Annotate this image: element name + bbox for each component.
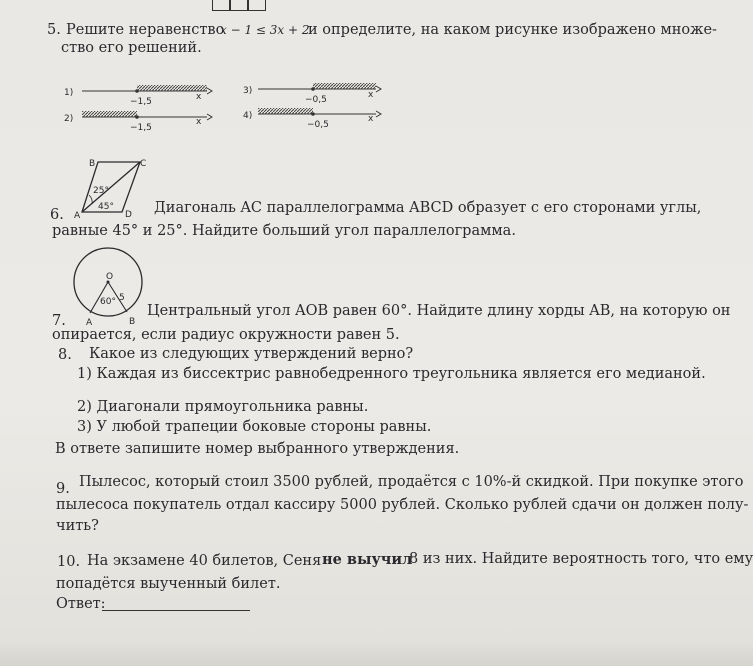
task8-option-2: 2) Диагонали прямоугольника равны. [77, 399, 369, 415]
task5-number: 5. [47, 22, 61, 38]
radius-label: 5 [119, 293, 125, 303]
task5-option1-label: 1) [64, 88, 74, 98]
task5-option4-label: 4) [243, 111, 253, 121]
answer-box-cell [248, 0, 266, 11]
vertex-b-label: B [89, 159, 96, 169]
task7-number: 7. [52, 313, 66, 329]
task8-instruction: В ответе запишите номер выбранного утверждения. [55, 441, 460, 457]
vertex-d-label: D [125, 210, 132, 220]
center-o-label: O [106, 272, 114, 282]
task5-option2-point: −1,5 [130, 123, 152, 133]
task6-line1: Диагональ AC параллелограмма ABCD образует с его сторонами углы, [154, 200, 702, 216]
task5-inequality: x − 1 ≤ 3x + 2 [220, 23, 310, 37]
task9-line1: Пылесос, который стоил 3500 рублей, продаётся с 10%-й скидкой. При покупке этого [79, 474, 744, 490]
task7-line2: опирается, если радиус окружности равен 5. [52, 327, 400, 343]
task5-option4-axis: x [368, 114, 374, 124]
vertex-c-label: C [140, 159, 147, 169]
task6-line2: равные 45° и 25°. Найдите больший угол параллелограмма. [52, 223, 516, 239]
task5-option2-label: 2) [64, 114, 74, 124]
task5-option1-axis: x [196, 92, 202, 102]
task5-option1-point: −1,5 [130, 97, 152, 107]
vertex-a-label: A [74, 211, 81, 221]
task10-line1-prefix: На экзамене 40 билетов, Сеня [87, 553, 322, 569]
task7-line1: Центральный угол AOB равен 60°. Найдите длину хорды AB, на которую он [147, 303, 731, 319]
answer-box-cell [230, 0, 248, 11]
angle-45-label: 45° [98, 202, 114, 212]
task5-option3-label: 3) [243, 86, 253, 96]
task9-line3: чить? [56, 518, 99, 534]
task8-option-1: 1) Каждая из биссектрис равнобедренного треугольника является его медианой. [77, 366, 706, 382]
task8-number: 8. [58, 347, 72, 363]
task5-line1-prefix: Решите неравенство [66, 22, 225, 38]
task5-line1-suffix: и определите, на каком рисунке изображено множе- [308, 22, 717, 38]
task5-option2-axis: x [196, 117, 202, 127]
task9-line2: пылесоса покупатель отдал кассиру 5000 рублей. Сколько рублей сдачи он должен полу- [56, 497, 749, 513]
task10-line2: попадётся выученный билет. [56, 576, 281, 592]
answer-box-cell [212, 0, 230, 11]
task5-option3-point: −0,5 [305, 95, 327, 105]
task10-answer-line[interactable] [102, 596, 250, 611]
task5-line2: ство его решений. [61, 40, 202, 56]
task10-answer-label: Ответ: [56, 596, 106, 612]
task8-question: Какое из следующих утверждений верно? [89, 346, 414, 362]
point-a-label: A [86, 318, 93, 328]
task8-option-3: 3) У любой трапеции боковые стороны равны. [77, 419, 432, 435]
task10-line1-suffix: 8 из них. Найдите вероятность того, что ему [409, 551, 753, 567]
task5-option3-axis: x [368, 90, 374, 100]
paper-shadow [0, 640, 753, 666]
task6-number: 6. [50, 207, 64, 223]
angle-25-label: 25° [93, 186, 109, 196]
angle-60-label: 60° [100, 297, 116, 307]
task9-number: 9. [56, 481, 70, 497]
task10-number: 10. [57, 554, 81, 570]
point-b-label: B [129, 317, 136, 327]
task5-option4-point: −0,5 [307, 120, 329, 130]
task10-line1-bold: не выучил [322, 551, 413, 568]
